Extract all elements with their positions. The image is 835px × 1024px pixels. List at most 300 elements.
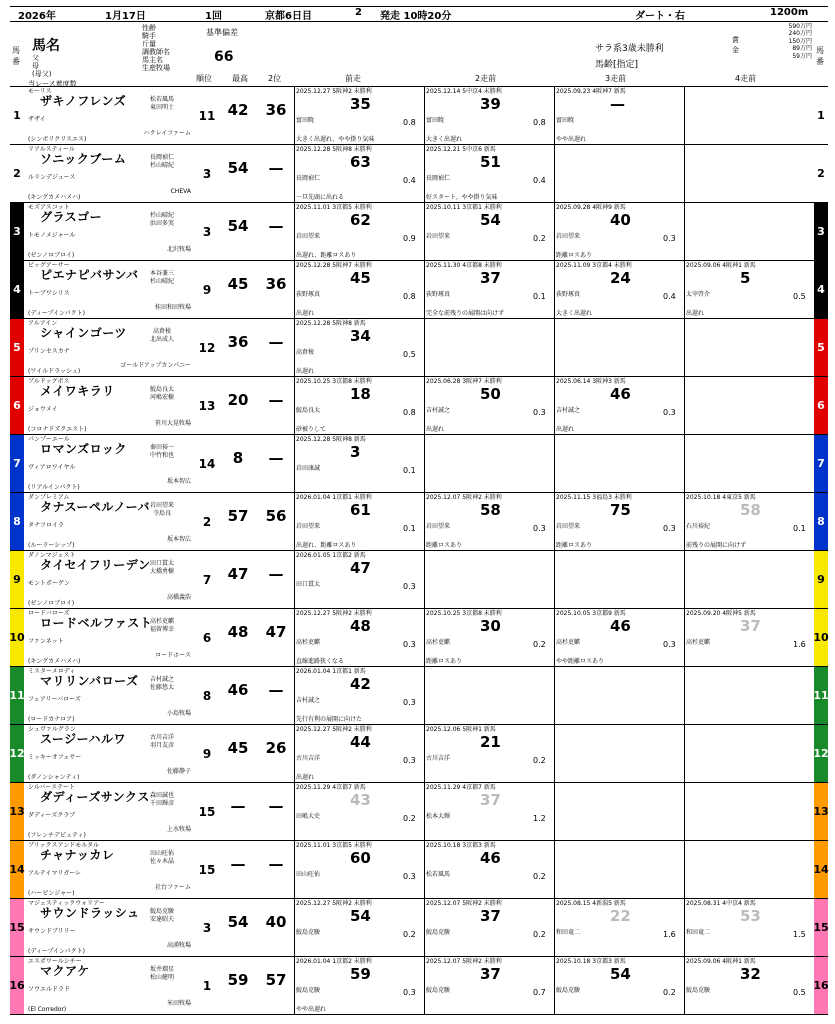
run-margin: 0.8: [403, 408, 416, 417]
run-date: 2025.10.18 3京都3 新馬: [556, 958, 626, 965]
owner-label: 馬主名: [142, 56, 163, 64]
jockey: 吉村誠之: [149, 676, 174, 683]
horse-number-right: 11: [814, 667, 828, 724]
run-margin: 0.8: [403, 118, 416, 127]
run-jockey: 高杉吏麒: [686, 639, 711, 646]
past-run-2: [424, 87, 554, 144]
horse-name[interactable]: サウンドラッシュ: [40, 906, 140, 920]
past-run-3: [554, 783, 684, 840]
run-score: 34: [350, 327, 371, 345]
run-margin: 0.2: [533, 872, 546, 881]
owner: 坂本智広: [166, 536, 191, 543]
past-run-2: [424, 319, 554, 376]
owner: ハクレイファーム: [143, 130, 191, 137]
past-run-3: [554, 319, 684, 376]
damsire-label: (母父): [32, 70, 52, 78]
past-runs: [294, 899, 812, 956]
past-run-4: [684, 725, 814, 782]
second-score: —: [268, 333, 284, 351]
best-score: 54: [227, 217, 249, 235]
dam: ソウエルドラド: [28, 986, 71, 993]
second-score: —: [268, 855, 284, 873]
run-date: 2025.12.27 5阪神2 未勝利: [296, 726, 372, 733]
run-comment: 直線進路狭くなる: [296, 658, 345, 665]
best-scores: [218, 435, 294, 492]
past-runs: [294, 377, 812, 434]
run-jockey: 田嶋大史: [296, 813, 321, 820]
horse-number: 14: [10, 841, 24, 898]
run-jockey: 高倉稜: [296, 349, 315, 356]
horse-name[interactable]: タイセイフリーデン: [40, 558, 151, 572]
run-jockey: 田山旺佑: [296, 871, 321, 878]
trainer: 中竹和也: [149, 451, 174, 459]
jockey: 本谷兼三: [149, 270, 174, 277]
run-margin: 0.5: [793, 988, 806, 997]
horse-name[interactable]: ダディーズサンクス: [40, 790, 150, 804]
run-date: 2025.12.27 5阪神2 未勝利: [296, 610, 372, 617]
past-run-1: [294, 87, 424, 144]
run-jockey: 古川吉洋: [296, 755, 321, 762]
breeder-label: 生産牧場: [142, 64, 170, 72]
second-score: 26: [265, 739, 287, 757]
best-score: 57: [227, 507, 249, 525]
second-label: 2位: [268, 74, 282, 83]
best-score: 47: [227, 565, 249, 583]
run-score: 44: [350, 733, 371, 751]
past-run-2: [424, 435, 554, 492]
run-date: 2025.12.28 5阪神8 新馬: [296, 320, 366, 327]
past-run-3: [554, 551, 684, 608]
horse-number-right: 10: [814, 609, 828, 666]
run-date: 2025.11.29 4京都7 新馬: [296, 784, 366, 791]
run-comment: やや出遅れ: [556, 136, 587, 143]
run-jockey: 高杉吏麒: [296, 639, 321, 646]
horse-name[interactable]: マクアケ: [40, 964, 90, 978]
trainer: 佐々木晶: [149, 857, 174, 865]
run-score: 32: [740, 965, 761, 983]
best-score: 20: [227, 391, 249, 409]
run-margin: 0.3: [403, 698, 416, 707]
run-margin: 0.1: [793, 524, 806, 533]
rank: 3: [202, 166, 212, 181]
rank: 6: [202, 630, 212, 645]
past-run-1: [294, 203, 424, 260]
run-score: 54: [480, 211, 501, 229]
damsire: (ディープインパクト): [28, 310, 85, 317]
run-date: 2025.11.01 3京都5 未勝利: [296, 204, 372, 211]
age-label: 性齢: [142, 24, 156, 32]
run-comment: 好スタート、やや掛り気味: [426, 194, 498, 201]
horse-number: 1: [10, 87, 24, 144]
run-score: 51: [480, 153, 501, 171]
horse-label: 馬名: [32, 38, 60, 54]
trainer: 松山健明: [149, 973, 174, 981]
damsire: (ロードカナロア): [28, 716, 75, 723]
dam: ヴィアロワイヤル: [28, 464, 76, 471]
run-jockey: 吉村誠之: [296, 697, 321, 704]
run-comment: 出遅れ: [556, 426, 575, 433]
past-run-4: [684, 493, 814, 550]
horse-name[interactable]: メイワキラリ: [40, 384, 115, 398]
run-margin: 0.3: [663, 408, 676, 417]
second-score: —: [268, 681, 284, 699]
past-run-3: [554, 493, 684, 550]
run-date: 2025.09.23 4阪神7 新馬: [556, 88, 626, 95]
horse-row: [10, 319, 828, 377]
horse-rows: [10, 87, 828, 1015]
past-run-3: [554, 667, 684, 724]
horse-name[interactable]: ピエナピバサンバ: [40, 268, 139, 282]
horse-number-right: 1: [814, 87, 828, 144]
second-score: —: [268, 391, 284, 409]
run-margin: 0.2: [403, 930, 416, 939]
past-run-3: [554, 609, 684, 666]
past-run-2: [424, 783, 554, 840]
run-margin: 0.1: [533, 292, 546, 301]
horse-name[interactable]: チャナッカレ: [40, 848, 115, 862]
run-score: 5: [740, 269, 751, 287]
dam: トーブワシリス: [28, 290, 70, 297]
run-jockey: 鮫島克駿: [686, 987, 711, 994]
run-date: 2025.11.30 4京都8 未勝利: [426, 262, 502, 269]
best-score: 8: [232, 449, 244, 467]
owner: 小島牧場: [166, 710, 191, 717]
rank: 7: [202, 572, 212, 587]
run-jockey: 田口貫太: [296, 581, 321, 588]
run-date: 2025.12.07 5阪神2 未勝利: [426, 958, 502, 965]
past-run-1: [294, 609, 424, 666]
horse-number: 12: [10, 725, 24, 782]
run-comment: 出遅れ: [296, 368, 315, 375]
past-run-4: [684, 899, 814, 956]
past-run-2: [424, 203, 554, 260]
run-score: 18: [350, 385, 371, 403]
run-score: 39: [480, 95, 501, 113]
run-score: 63: [350, 153, 371, 171]
jockey-block: [140, 966, 184, 981]
best-scores: [218, 319, 294, 376]
jockey: 高倉稜: [152, 328, 171, 335]
run-comment: 出遅れ: [296, 310, 315, 317]
run-score: 62: [350, 211, 371, 229]
horse-number: 2: [10, 145, 24, 202]
horse-number: 15: [10, 899, 24, 956]
horse-number: 13: [10, 783, 24, 840]
jockey: 鮫島克駿: [149, 908, 174, 915]
owner: 社台ファーム: [155, 884, 191, 891]
run-jockey: 荻野琢真: [426, 291, 451, 298]
run-jockey: 鮫島克駿: [426, 929, 451, 936]
damsire: (コロナドズクエスト): [28, 426, 87, 433]
horse-number-right: 13: [814, 783, 828, 840]
run-date: 2025.11.09 3京都4 未勝利: [556, 262, 632, 269]
run-score: 46: [480, 849, 501, 867]
best-scores: [218, 841, 294, 898]
run-margin: 0.2: [663, 988, 676, 997]
best-scores: [218, 145, 294, 202]
run-score: 60: [350, 849, 371, 867]
rank: 13: [198, 398, 216, 413]
horse-name[interactable]: ザキノフレンズ: [40, 94, 127, 108]
horse-row: [10, 145, 828, 203]
best-score: —: [230, 797, 246, 815]
run-date: 2025.12.14 5中京4 未勝利: [426, 88, 502, 95]
prev2-label: 2走前: [475, 74, 497, 83]
run-jockey: 岩田望来: [556, 233, 581, 240]
horse-number-right: 6: [814, 377, 828, 434]
damsire: (シンボリクリスエス): [28, 136, 87, 143]
sire: ダノンマジェスト: [28, 552, 76, 559]
sire-label: 父: [32, 54, 39, 62]
surface: ダート・右: [635, 11, 685, 22]
run-comment: 一旦先頭に出れる: [296, 194, 345, 201]
past-run-2: [424, 841, 554, 898]
past-run-3: [554, 87, 684, 144]
run-margin: 0.5: [793, 292, 806, 301]
horse-number: 5: [10, 319, 24, 376]
jockey: 鮫島良太: [149, 386, 174, 393]
horse-name[interactable]: タナスーペルノーバ: [40, 500, 150, 514]
run-jockey: 鮫島克駿: [296, 987, 321, 994]
jockey: 田山旺佑: [149, 850, 174, 857]
run-date: 2025.10.25 3京都8 未勝利: [296, 378, 372, 385]
rank: 9: [202, 746, 212, 761]
run-jockey: 富田暁: [556, 117, 575, 124]
run-jockey: 荻野琢真: [296, 291, 321, 298]
past-run-1: [294, 957, 424, 1014]
owner: 北沢牧場: [166, 246, 191, 253]
run-jockey: 荻野琢真: [556, 291, 581, 298]
race-info-bar: [10, 6, 828, 22]
prev1-label: 前走: [345, 74, 361, 83]
race-name: サラ系3歳未勝利: [595, 44, 664, 54]
sire: モーリス: [28, 88, 52, 95]
horse-name[interactable]: ロードベルファスト: [40, 616, 153, 630]
past-run-4: [684, 783, 814, 840]
best-scores: [218, 725, 294, 782]
jockey-block: [140, 96, 184, 111]
sire: シュヴァルグラン: [28, 726, 76, 733]
trainer: 東田明士: [149, 103, 174, 111]
best-scores: [218, 667, 294, 724]
run-margin: 0.2: [533, 640, 546, 649]
past-run-2: [424, 261, 554, 318]
run-margin: 0.1: [403, 524, 416, 533]
prize-label: 賞金: [732, 36, 739, 54]
run-jockey: 岩田望来: [426, 523, 451, 530]
run-score: 35: [350, 95, 371, 113]
past-runs: [294, 203, 812, 260]
prize-1: 590万円: [788, 23, 812, 30]
owner: 高橋義浩: [166, 594, 191, 601]
second-score: —: [268, 159, 284, 177]
trainer: 北出成人: [149, 335, 174, 343]
run-jockey: 長岡禎仁: [426, 175, 451, 182]
run-score: 53: [740, 907, 761, 925]
run-jockey: 松若風馬: [426, 871, 451, 878]
owner: ゴールドアップカンパニー: [120, 362, 191, 369]
run-date: 2025.09.06 4阪神1 新馬: [686, 958, 756, 965]
run-margin: 1.5: [793, 930, 806, 939]
damsire: (キングカメハメハ): [28, 658, 81, 665]
past-run-4: [684, 145, 814, 202]
past-run-1: [294, 145, 424, 202]
second-score: 36: [265, 275, 287, 293]
prize-5: 59万円: [792, 52, 812, 60]
run-margin: 0.3: [533, 524, 546, 533]
rank: 9: [202, 282, 212, 297]
best-score: 54: [227, 159, 249, 177]
past-run-3: [554, 145, 684, 202]
horse-number: 7: [10, 435, 24, 492]
run-score: 48: [350, 617, 371, 635]
horse-row: [10, 899, 828, 957]
run-jockey: 和田竜二: [686, 929, 711, 936]
past-run-4: [684, 551, 814, 608]
dam: ミッキーオフェサー: [28, 754, 82, 761]
distance: 1200m: [770, 7, 809, 18]
run-jockey: 古川吉洋: [426, 755, 451, 762]
dam: ザザイ: [28, 116, 46, 123]
horse-row: [10, 783, 828, 841]
jockey-block: [140, 792, 184, 807]
owner: CHEVA: [170, 188, 191, 195]
best-score: 46: [227, 681, 249, 699]
trainer: 大橋勇樹: [149, 567, 174, 575]
rank: 1: [202, 978, 212, 993]
run-score: 50: [480, 385, 501, 403]
owner: 笹川大晃牧場: [154, 420, 191, 427]
run-margin: 0.5: [403, 350, 416, 359]
second-score: 57: [265, 971, 287, 989]
past-run-4: [684, 609, 814, 666]
run-comment: 出遅れ、距離ロスあり: [296, 252, 357, 259]
run-date: 2025.06.14 3阪神3 新馬: [556, 378, 626, 385]
rank: 3: [202, 224, 212, 239]
run-jockey: 鮫島克駿: [426, 987, 451, 994]
past-run-3: [554, 957, 684, 1014]
run-date: 2025.10.18 3京都3 新馬: [426, 842, 496, 849]
horse-number-right: 7: [814, 435, 828, 492]
run-score: 37: [740, 617, 761, 635]
sire: ダンプレミアム: [28, 494, 70, 501]
run-jockey: 長岡禎仁: [296, 175, 321, 182]
past-run-4: [684, 261, 814, 318]
horse-name[interactable]: スージーハルワ: [40, 732, 127, 746]
run-margin: 1.2: [533, 814, 546, 823]
horse-number-right: 4: [814, 261, 828, 318]
past-run-2: [424, 957, 554, 1014]
past-run-4: [684, 203, 814, 260]
round: 1回: [205, 11, 222, 22]
horse-number-right: 16: [814, 957, 828, 1014]
past-run-1: [294, 319, 424, 376]
race-card-sheet: [10, 6, 828, 1018]
jockey: 高杉吏麒: [149, 618, 174, 625]
prev3-label: 3走前: [605, 74, 627, 83]
past-run-4: [684, 435, 814, 492]
horse-name[interactable]: マリリンバローズ: [40, 674, 139, 688]
horse-name[interactable]: グラスゴー: [40, 210, 103, 224]
horse-name[interactable]: ロマンズロック: [40, 442, 127, 456]
best-score: —: [230, 855, 246, 873]
run-date: 2025.06.28 3阪神7 未勝利: [426, 378, 502, 385]
run-jockey: 石川裕紀: [686, 523, 711, 530]
umaban-label-right: 馬番: [816, 46, 824, 66]
run-date: 2025.12.28 5阪神8 新馬: [296, 436, 366, 443]
past-run-2: [424, 551, 554, 608]
horse-number-right: 15: [814, 899, 828, 956]
sire: ブリックスアンドモルタル: [28, 842, 99, 849]
dam: ルリンデジュース: [28, 174, 76, 181]
run-date: 2025.09.28 4阪神9 新馬: [556, 204, 626, 211]
run-jockey: 松本大輝: [426, 813, 451, 820]
run-score: 59: [350, 965, 371, 983]
run-score: 58: [480, 501, 501, 519]
run-score: 42: [350, 675, 371, 693]
run-comment: 出遅れ: [426, 426, 445, 433]
past-run-3: [554, 841, 684, 898]
run-date: 2025.10.25 3京都8 未勝利: [426, 610, 502, 617]
rank: 14: [198, 456, 216, 471]
run-margin: 0.2: [403, 814, 416, 823]
run-comment: やや出遅れ: [296, 1006, 327, 1013]
owner: 佐藤静子: [166, 768, 191, 775]
jockey: 長岡禎仁: [149, 154, 174, 161]
rank-label: 順位: [196, 74, 212, 83]
past-run-1: [294, 551, 424, 608]
dam: プリンセスカナ: [28, 348, 70, 355]
jockey: 秦田裕一: [149, 444, 174, 451]
run-comment: 距離ロスあり: [426, 658, 463, 665]
horse-name[interactable]: シャインゴーツ: [40, 326, 127, 340]
horse-number-right: 3: [814, 203, 828, 260]
run-margin: 0.3: [533, 408, 546, 417]
run-jockey: 鮫島克駿: [296, 929, 321, 936]
past-runs: [294, 667, 812, 724]
horse-row: [10, 87, 828, 145]
run-comment: 距離ロスあり: [556, 252, 593, 259]
horse-row: [10, 261, 828, 319]
rank: 15: [198, 862, 216, 877]
run-jockey: 吉村誠之: [556, 407, 581, 414]
trainer: 河嶋宏樹: [149, 393, 174, 401]
past-runs: [294, 609, 812, 666]
rank: 8: [202, 688, 212, 703]
sire: ミスターメロディ: [28, 668, 76, 675]
horse-name[interactable]: ソニックブーム: [40, 152, 127, 166]
run-margin: 0.2: [533, 930, 546, 939]
run-margin: 0.8: [533, 118, 546, 127]
run-date: 2026.01.04 1京都1 新馬: [296, 668, 366, 675]
past-run-4: [684, 667, 814, 724]
horse-row: [10, 957, 828, 1015]
prize-2: 240万円: [788, 30, 812, 38]
past-run-2: [424, 899, 554, 956]
venue: 京都6日目: [265, 11, 312, 22]
past-run-4: [684, 957, 814, 1014]
dam: ジョウメイ: [28, 406, 58, 413]
best-score: 45: [227, 275, 249, 293]
run-comment: 距離ロスあり: [556, 542, 593, 549]
owner: ロードホース: [155, 652, 191, 659]
past-run-2: [424, 609, 554, 666]
dam: ダディーズクラブ: [28, 812, 76, 819]
jockey-block: [140, 386, 184, 401]
run-date: 2025.08.15 4新潟5 新馬: [556, 900, 626, 907]
run-date: 2026.01.04 1京都2 未勝利: [296, 958, 372, 965]
jockey-block: [140, 676, 184, 691]
